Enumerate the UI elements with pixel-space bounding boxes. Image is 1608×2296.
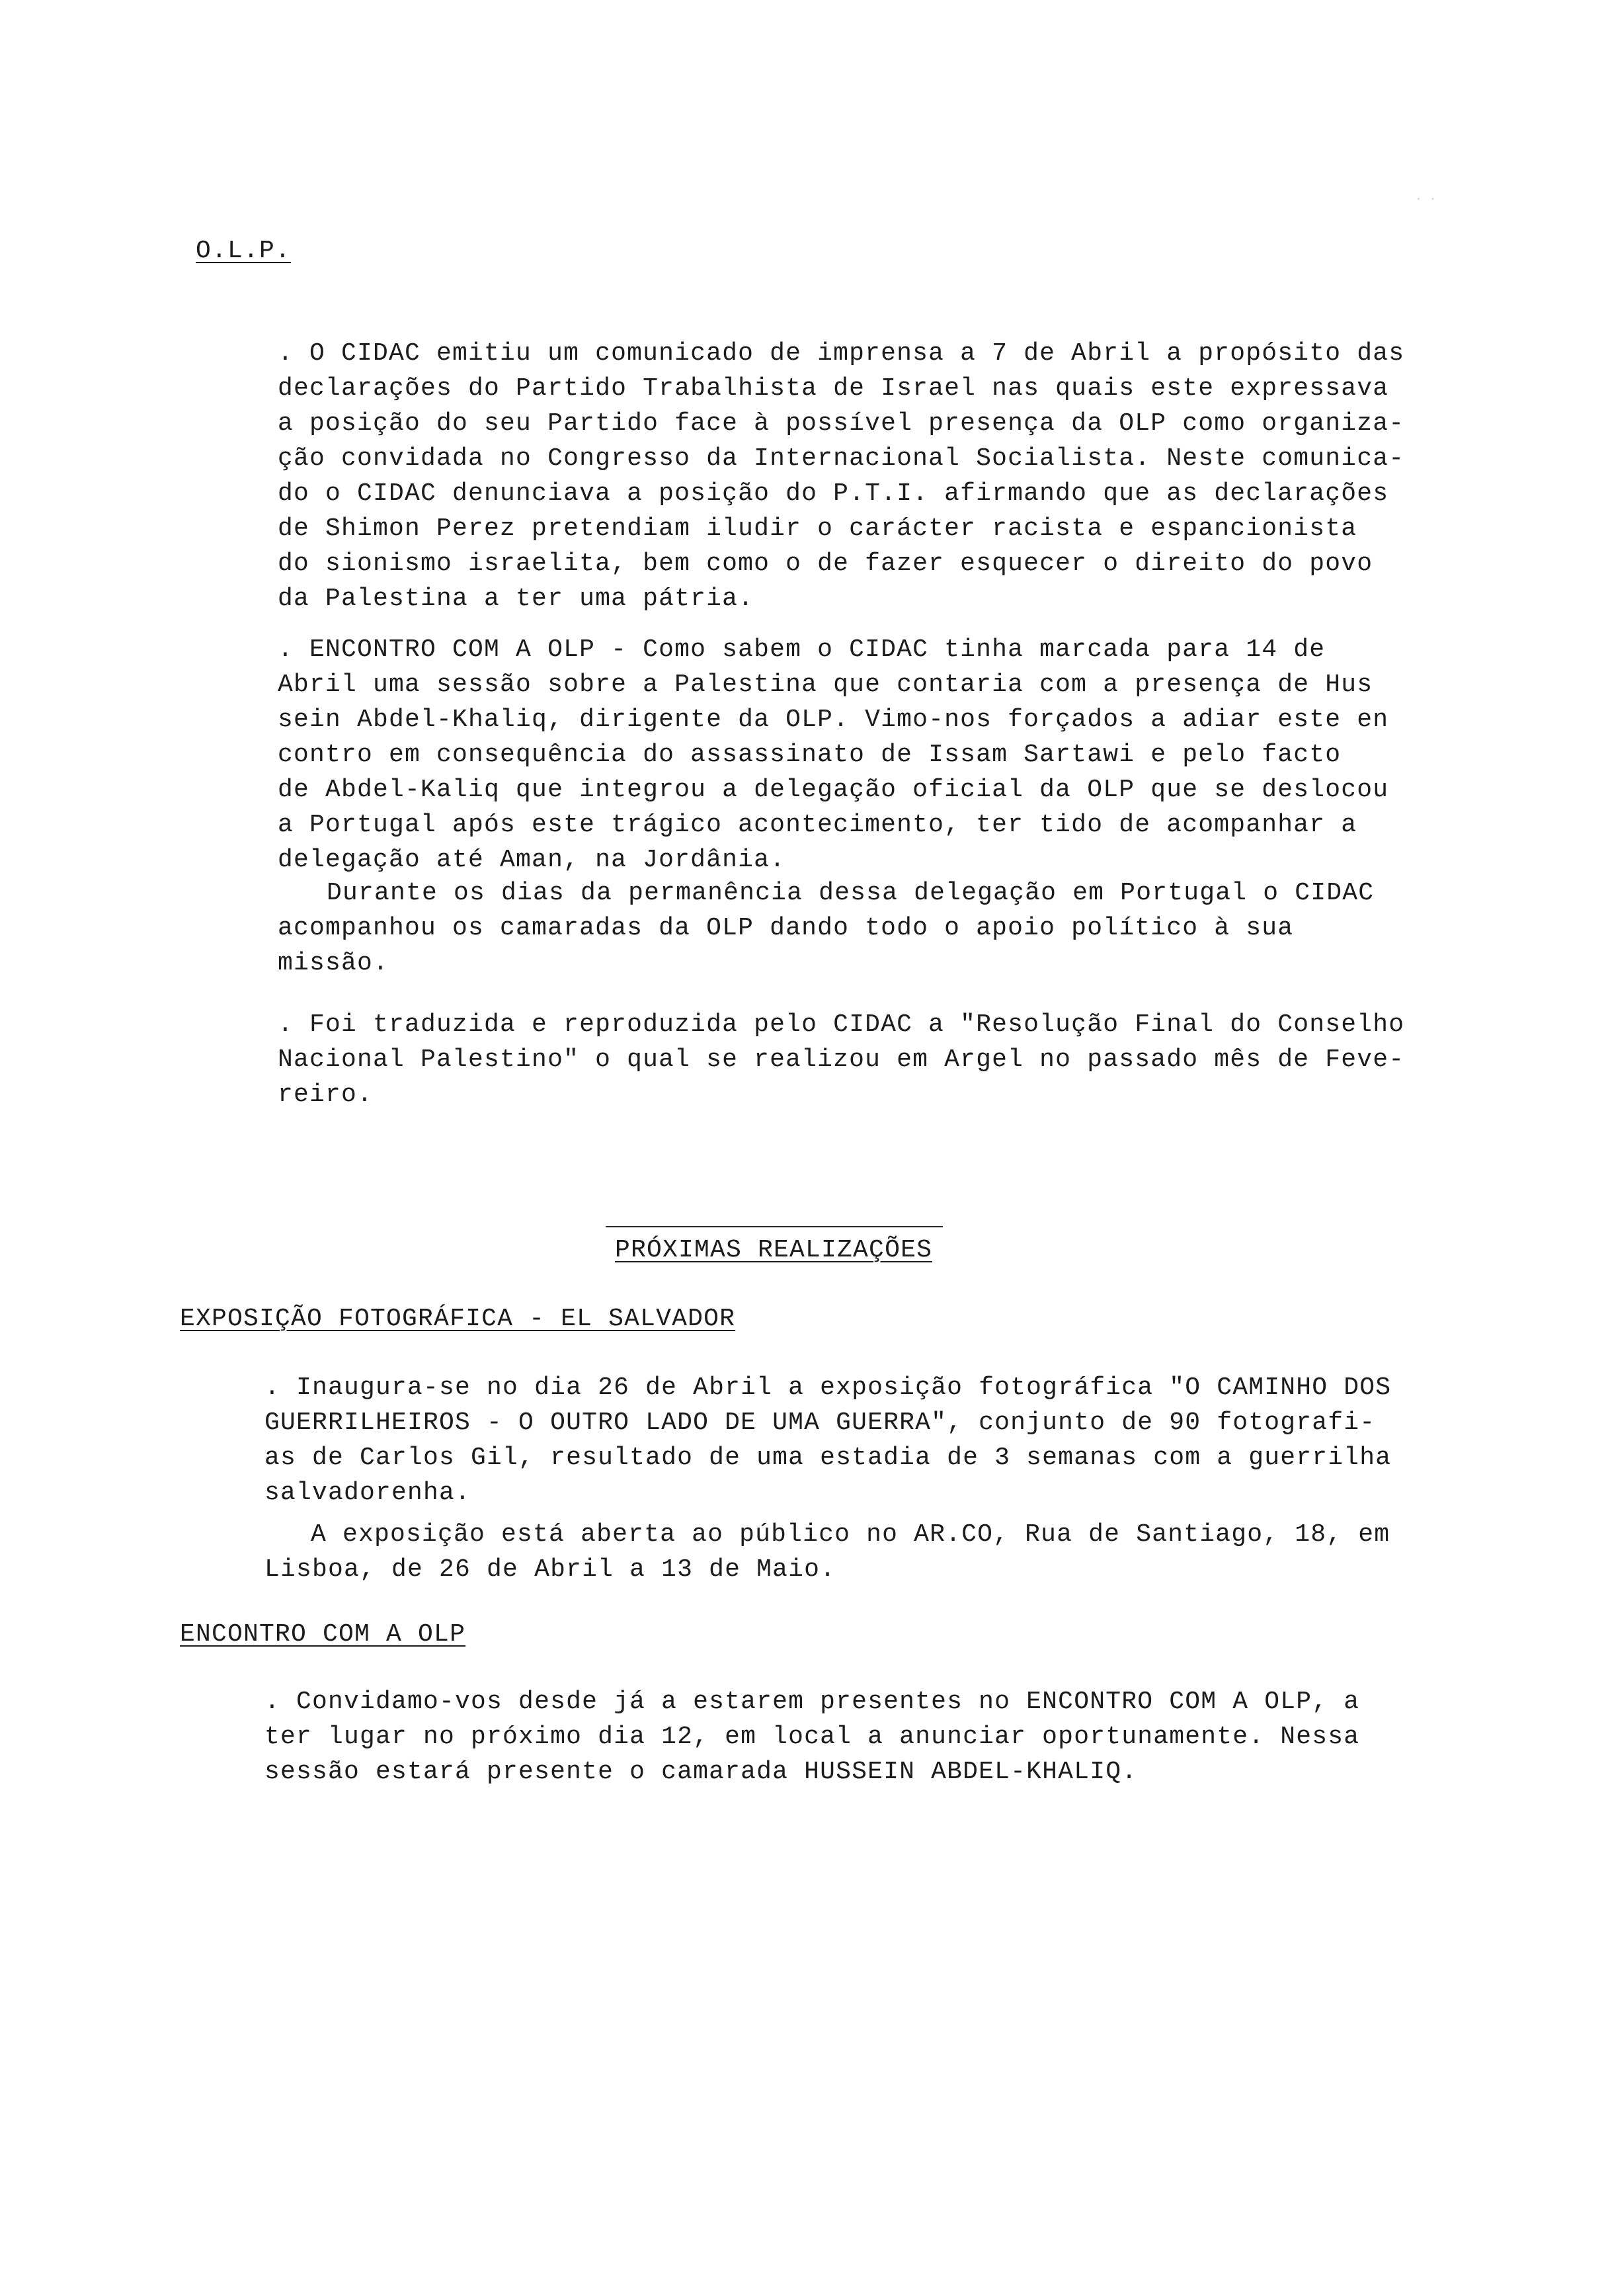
heading-overline	[606, 1226, 943, 1227]
olp-para1-line: do o CIDAC denunciava a posição do P.T.I. afirmando que as declarações	[278, 479, 1389, 508]
encontro-para1-line: sessão estará presente o camarada HUSSEIN ABDEL-KHALIQ.	[264, 1758, 1138, 1786]
olp-para2-line: contro em consequência do assassinato de Issam Sartawi e pelo facto	[278, 741, 1342, 769]
exposicao-para1-line: as de Carlos Gil, resultado de uma estadia de 3 semanas com a guerrilha	[264, 1444, 1392, 1472]
exposicao-para2-line: Lisboa, de 26 de Abril a 13 de Maio.	[264, 1555, 836, 1584]
olp-para2-line: sein Abdel-Khaliq, dirigente da OLP. Vimo-nos forçados a adiar este en	[278, 706, 1389, 734]
encontro-para1-line: . Convidamo-vos desde já a estarem presentes no ENCONTRO COM A OLP, a	[264, 1688, 1360, 1716]
olp-para3-line: missão.	[278, 949, 389, 977]
olp-para1-line: . O CIDAC emitiu um comunicado de imprensa a 7 de Abril a propósito das	[278, 339, 1405, 368]
olp-para1-line: de Shimon Perez pretendiam iludir o carácter racista e espancionista	[278, 514, 1357, 543]
olp-para1-line: da Palestina a ter uma pátria.	[278, 585, 754, 613]
olp-para2-line: delegação até Aman, na Jordânia.	[278, 846, 786, 874]
olp-para4-line: reiro.	[278, 1081, 374, 1109]
olp-para4-line: . Foi traduzida e reproduzida pelo CIDAC a "Resolução Final do Conselho	[278, 1010, 1405, 1039]
olp-para3-line: acompanhou os camaradas da OLP dando todo o apoio político à sua	[278, 914, 1294, 942]
olp-para2-line: Abril uma sessão sobre a Palestina que contaria com a presença de Hus	[278, 671, 1373, 699]
exposicao-para1-line: salvadorenha.	[264, 1479, 471, 1507]
section-heading-exposicao: EXPOSIÇÃO FOTOGRÁFICA - EL SALVADOR	[180, 1305, 736, 1333]
olp-para1-line: a posição do seu Partido face à possível presença da OLP como organiza-	[278, 409, 1405, 438]
section-heading-olp: O.L.P.	[196, 237, 292, 265]
olp-para1-line: declarações do Partido Trabalhista de Israel nas quais este expressava	[278, 374, 1389, 403]
olp-para2-line: de Abdel-Kaliq que integrou a delegação oficial da OLP que se deslocou	[278, 776, 1389, 804]
olp-para2-line: . ENCONTRO COM A OLP - Como sabem o CIDAC tinha marcada para 14 de	[278, 636, 1326, 664]
section-heading-encontro: ENCONTRO COM A OLP	[180, 1620, 466, 1649]
exposicao-para1-line: GUERRILHEIROS - O OUTRO LADO DE UMA GUERRA", conjunto de 90 fotografi-	[264, 1409, 1376, 1437]
olp-para4-line: Nacional Palestino" o qual se realizou em Argel no passado mês de Feve-	[278, 1046, 1405, 1074]
olp-para1-line: ção convidada no Congresso da Internacional Socialista. Neste comunica-	[278, 444, 1405, 473]
encontro-para1-line: ter lugar no próximo dia 12, em local a anunciar oportunamente. Nessa	[264, 1723, 1360, 1751]
olp-para2-line: a Portugal após este trágico acontecimento, ter tido de acompanhar a	[278, 811, 1357, 839]
olp-para3-line: Durante os dias da permanência dessa delegação em Portugal o CIDAC	[327, 879, 1375, 907]
scan-mark: · ·	[1415, 193, 1437, 206]
section-heading-proximas: PRÓXIMAS REALIZAÇÕES	[615, 1236, 933, 1264]
olp-para1-line: do sionismo israelita, bem como o de fazer esquecer o direito do povo	[278, 550, 1373, 578]
exposicao-para2-line: A exposição está aberta ao público no AR.CO, Rua de Santiago, 18, em	[311, 1520, 1390, 1549]
exposicao-para1-line: . Inaugura-se no dia 26 de Abril a exposição fotográfica "O CAMINHO DOS	[264, 1374, 1392, 1402]
